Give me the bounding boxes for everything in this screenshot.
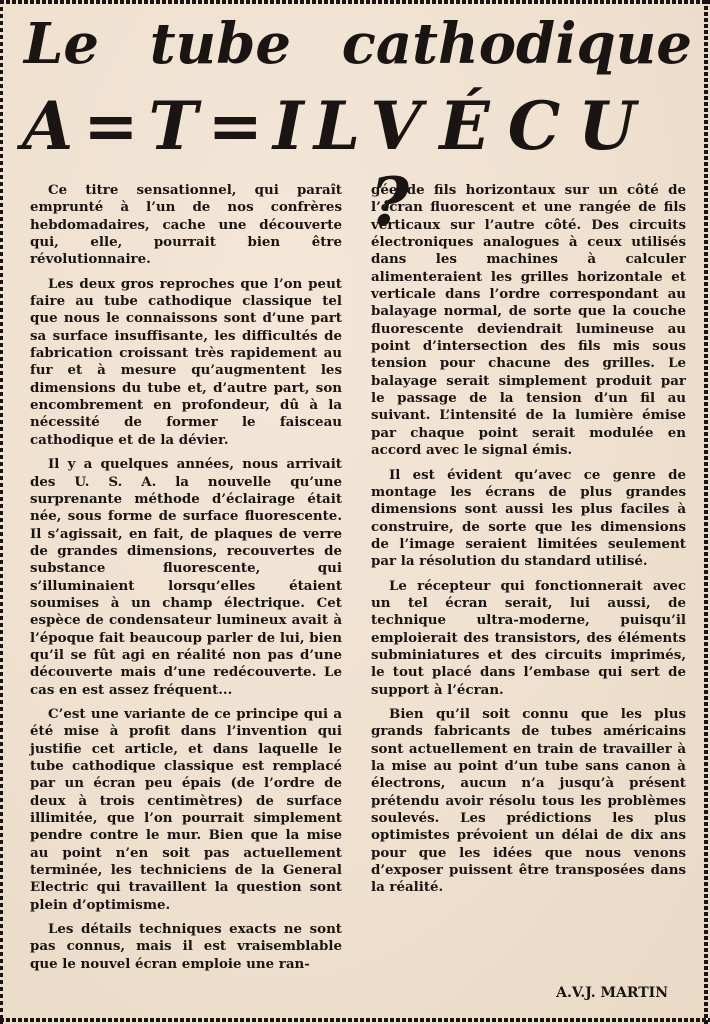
- paragraph: C’est une variante de ce principe qui a été mise à profit dans l’invention qui justifie cet article, et dans laquelle le tube cathodique classique est remplacé par un écran peu épais (de l’ordre de deux à trois centimètres) de surface illimitée, que l’on pourrait simplement pendre contre le mur. Bien que la mise au point n’en soit pas actuellement terminée, les techniciens de la General Electric qui travaillent la question sont plein d’optimisme.: [30, 705, 342, 913]
- paragraph: gée de fils horizontaux sur un côté de l’écran fluorescent et une rangée de fils verticaux sur l’autre côté. Des circuits électroniques analogues à ceux utilisés dans les machines à calculer alimenteraient les grilles horizontale et verticale dans l’ordre correspondant au balayage normal, de sorte que la couche fluorescente deviendrait lumineuse au point d’intersection des fils mis sous tension pour chacune des grilles. Le balayage serait simplement produit par le passage de la tension d’un fil au suivant. L’intensité de la lumière émise par chaque point serait modulée en accord avec le signal émis.: [371, 182, 686, 459]
- headline-word: tube: [149, 11, 292, 77]
- paragraph: Les détails techniques exacts ne sont pas connus, mais il est vraisemblable que le nouvel écran emploie une ran-: [30, 921, 342, 972]
- author-signature: A.V.J. MARTIN: [556, 985, 668, 1001]
- paragraph: Les deux gros reproches que l’on peut faire au tube cathodique classique tel que nous le connaissons sont d’une part sa surface insuffisante, les difficultés de fabrication croissant très rapidement au fur et à mesure qu’augmentent les dimensions du tube et, d’autre part, son encombrement en profondeur, dû à la nécessité de former le faisceau cathodique et de la dévier.: [30, 275, 342, 448]
- paragraph: Bien qu’il soit connu que les plus grands fabricants de tubes américains sont actuellement en train de travailler à la mise au point d’un tube sans canon à électrons, aucun n’a jusqu’à présent prétendu avoir résolu tous les problèmes soulevés. Les prédictions les plus optimistes prévoient un délai de dix ans pour que les idées que nous venons d’exposer puissent être transposées dans la réalité.: [371, 705, 686, 896]
- paragraph: Le récepteur qui fonctionnerait avec un tel écran serait, lui aussi, de technique ultra-moderne, puisqu’il emploierait des transistors, des éléments subminiatures et des circuits imprimés, le tout placé dans l’embase qui sert de support à l’écran.: [371, 577, 686, 698]
- headline-question-part-1: A=T=IL: [22, 87, 371, 165]
- dotted-border-left: [0, 0, 3, 1024]
- article-column-right: [371, 182, 686, 904]
- headline-line-1: [24, 10, 692, 78]
- headline-word: cathodique: [341, 11, 692, 77]
- dotted-border-bottom: [0, 1018, 710, 1022]
- paragraph: Il est évident qu’avec ce genre de montage les écrans de plus grandes dimensions sont aussi les plus faciles à construire, de sorte que les dimensions de l’image seraient limitées seulement par la résolution du standard utilisé.: [371, 466, 686, 570]
- dotted-border-top: [0, 0, 710, 4]
- headline-question-part-2: VÉCU ?: [370, 87, 654, 241]
- paragraph: Il y a quelques années, nous arrivait des U. S. A. la nouvelle qu’une surprenante méthode d’éclairage était née, sous forme de surface fluorescente. Il s’agissait, en fait, de plaques de verre de grandes dimensions, recouvertes de substance fluorescente, qui s’illuminaient lorsqu’elles étaient soumises à un champ électrique. Cet espèce de condensateur lumineux avait à l’époque fait beaucoup parler de lui, bien qu’il se fût agi en réalité non pas d’une découverte mais d’une redécouverte. Le cas en est assez fréquent...: [30, 456, 342, 698]
- article-column-left: [30, 182, 342, 980]
- dotted-border-right: [704, 0, 708, 1024]
- headline-word: Le: [24, 11, 100, 77]
- paragraph: Ce titre sensationnel, qui paraît emprunté à l’un de nos confrères hebdomadaires, cache une découverte qui, elle, pourrait bien être révolutionnaire.: [30, 182, 342, 268]
